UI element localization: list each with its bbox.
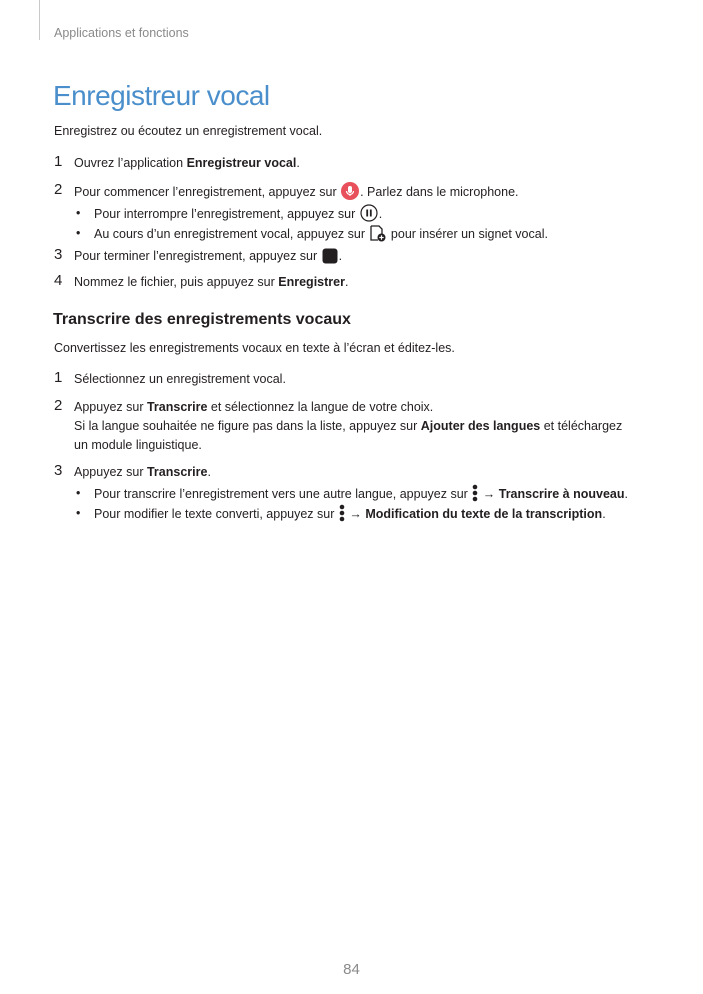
transcribe-step-2: 2 Appuyez sur Transcrire et sélectionnez la langue de votre choix. Si la langue souhaitée ne figure pas dans la liste, appuyez sur Ajouter des langues et téléchargez un module linguistique. bbox=[54, 397, 623, 452]
intro-text: Enregistrez ou écoutez un enregistrement vocal. bbox=[54, 124, 323, 138]
add-languages-label: Ajouter des langues bbox=[420, 419, 541, 433]
header-divider bbox=[39, 0, 40, 40]
step-number: 1 bbox=[54, 369, 63, 386]
save-label: Enregistrer bbox=[278, 275, 345, 289]
step-number: 3 bbox=[54, 246, 63, 263]
page-number: 84 bbox=[343, 961, 360, 978]
stop-icon bbox=[322, 248, 338, 270]
app-name: Enregistreur vocal bbox=[186, 156, 297, 170]
bullet-pause: • Pour interrompre l’enregistrement, appuyez sur . bbox=[76, 204, 643, 228]
section-subtitle: Transcrire des enregistrements vocaux bbox=[53, 311, 351, 328]
step-4: 4 Nommez le fichier, puis appuyez sur Enregistrer. bbox=[54, 272, 349, 289]
section-header: Applications et fonctions bbox=[54, 26, 189, 40]
step-2: 2 Pour commencer l’enregistrement, appuyez sur . Parlez dans le microphone. bbox=[54, 182, 633, 206]
more-options-icon bbox=[339, 504, 345, 528]
bullet-edit-transcription: • Pour modifier le texte converti, appuyez sur → Modification du texte de la transcription. bbox=[76, 504, 643, 528]
step-number: 3 bbox=[54, 462, 63, 479]
transcribe-step-1: 1 Sélectionnez un enregistrement vocal. bbox=[54, 369, 286, 386]
transcribe-step-3: 3 Appuyez sur Transcrire. bbox=[54, 462, 211, 479]
bookmark-add-icon bbox=[369, 224, 386, 248]
bullet-bookmark: • Au cours d’un enregistrement vocal, appuyez sur pour insérer un signet vocal. bbox=[76, 224, 643, 248]
step-number: 4 bbox=[54, 272, 63, 289]
step-number: 2 bbox=[54, 397, 63, 414]
step-number: 1 bbox=[54, 153, 63, 170]
transcribe-intro: Convertissez les enregistrements vocaux en texte à l’écran et éditez-les. bbox=[54, 341, 455, 355]
step-number: 2 bbox=[54, 181, 63, 198]
microphone-record-icon bbox=[341, 182, 359, 206]
step-3: 3 Pour terminer l’enregistrement, appuyez sur . bbox=[54, 247, 633, 270]
page-title: Enregistreur vocal bbox=[53, 80, 270, 111]
step-1: 1 Ouvrez l’application Enregistreur vocal. bbox=[54, 153, 300, 170]
bullet-retranscribe: • Pour transcrire l’enregistrement vers une autre langue, appuyez sur → Transcrire à nouveau. bbox=[76, 484, 643, 508]
